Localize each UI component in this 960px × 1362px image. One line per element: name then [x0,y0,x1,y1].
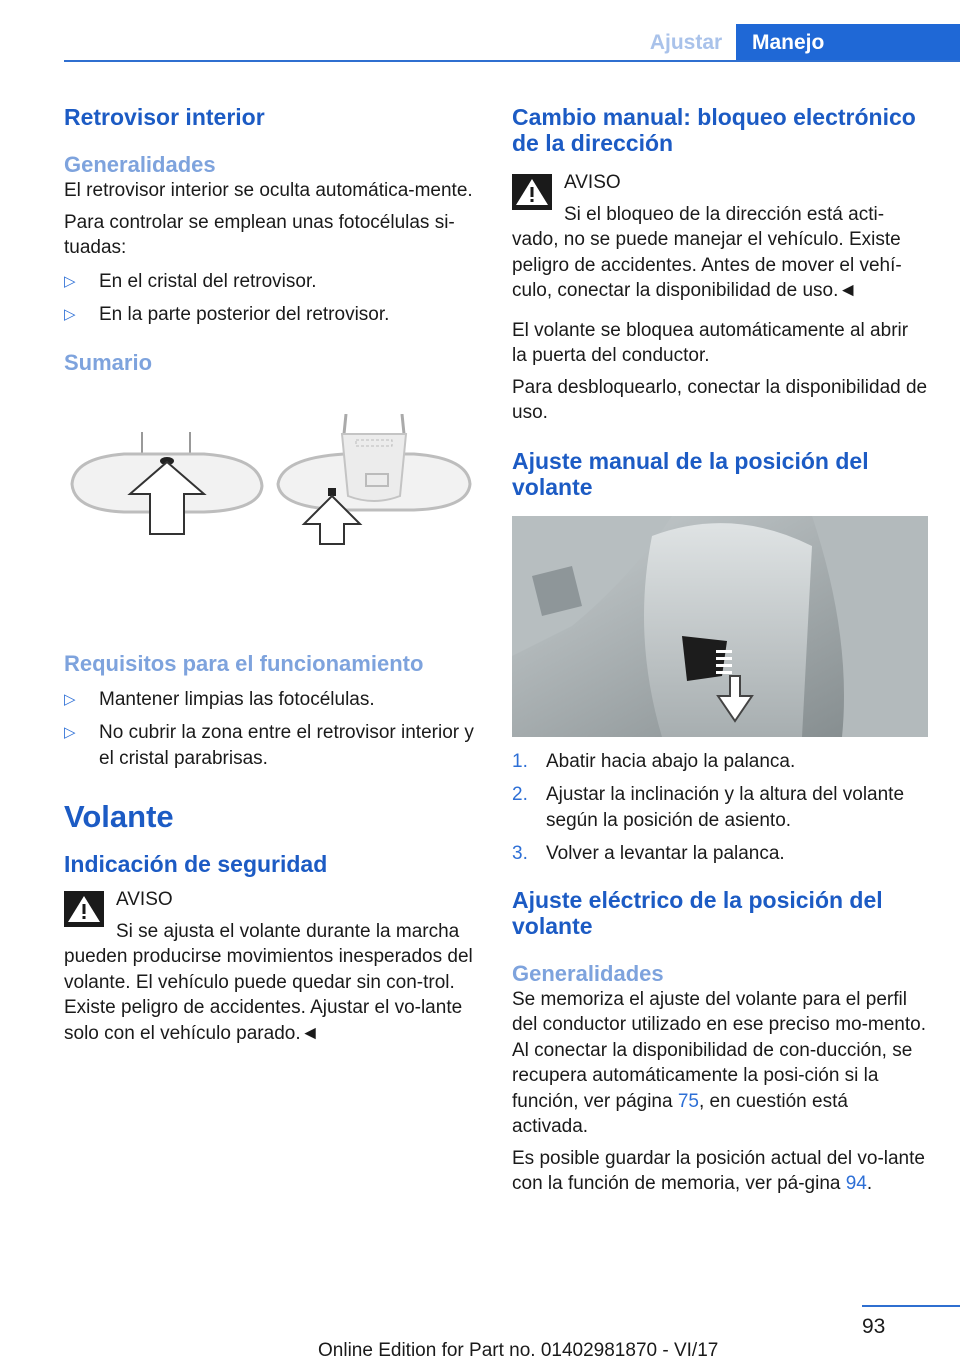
paragraph-mirror-auto: El retrovisor interior se oculta automática-mente. [64,180,473,201]
page-link-75[interactable]: 75 [677,1090,699,1112]
warning-label: AVISO [564,172,621,193]
paragraph-memory: Se memoriza el ajuste del volante para el perfil del conductor utilizado en ese preciso mo-mento. Al conectar la disponibilidad de con-ducción, se recupera automáticamente la posi-ción si la función, ver página 75, en cuestión está activada. [512,988,927,1137]
triangle-bullet-icon: ▷ [64,690,76,708]
heading-requisitos: Requisitos para el funcionamiento [64,650,424,676]
right-column [512,100,928,1197]
section-title-rearview-mirror: Retrovisor interior [64,104,265,130]
heading-generalidades: Generalidades [64,152,216,177]
photocell-list [64,269,476,328]
heading-electric-adjust: Ajuste eléctrico de la posición del volante [512,886,883,939]
triangle-bullet-icon: ▷ [64,272,76,290]
page-number: 93 [862,1315,886,1338]
manual-adjust-steps [512,749,928,867]
header-rule [64,60,960,62]
warning-box-volante [64,887,476,1046]
warning-icon [64,891,104,927]
warning-text: pueden producirse movimientos inesperados del volante. El vehículo puede quedar sin con-trol. Existe peligro de accidentes. Ajustar el vo-lante solo con el vehículo parado.◄ [64,946,473,1044]
tab-ajustar[interactable]: Ajustar [649,31,723,54]
warning-label: AVISO [116,889,173,910]
edition-note: Online Edition for Part no. 01402981870 - VI/17 [318,1340,719,1361]
warning-icon [512,174,552,210]
list-item: 3. Volver a levantar la palanca. [512,843,785,864]
list-item: ▷ Mantener limpias las fotocélulas. [64,687,476,713]
list-item: 2. Ajustar la inclinación y la altura del volante según la posición de asiento. [512,784,905,831]
page-link-94[interactable]: 94 [845,1173,867,1194]
warning-text-first-line: Si se ajusta el volante durante la marcha [116,920,460,942]
list-item: ▷ No cubrir la zona entre el retrovisor interior y el cristal parabrisas. [64,722,474,769]
section-title-steering-lock: Cambio manual: bloqueo electrónico de la dirección [512,104,916,156]
tab-manejo[interactable]: Manejo [736,24,960,62]
warning-text: vado, no se puede manejar el vehículo. Existe peligro de accidentes. Antes de mover el vehí-culo, conectar la disponibilidad de uso.◄ [512,229,902,301]
steering-column-illustration [512,516,928,737]
list-item: ▷ En la parte posterior del retrovisor. [64,302,476,328]
heading-volante: Volante [64,799,174,834]
paragraph-lock-auto: El volante se bloquea automáticamente al abrir la puerta del conductor. [512,319,909,366]
mirror-illustration [64,414,476,629]
warning-box-steering-lock [512,170,928,304]
list-item: ▷ En el cristal del retrovisor. [64,269,476,295]
heading-safety: Indicación de seguridad [64,851,328,877]
heading-manual-adjust: Ajuste manual de la posición del volante [512,447,869,500]
heading-sumario: Sumario [64,349,153,375]
paragraph-photocells: Para controlar se emplean unas fotocélulas si-tuadas: [64,211,455,258]
requirements-list [64,687,476,772]
list-item: 1. Abatir hacia abajo la palanca. [512,750,796,772]
footer-rule [862,1305,960,1307]
heading-generalidades-electric: Generalidades [512,960,664,986]
left-column [64,100,476,1046]
paragraph-save-position: Es posible guardar la posición actual del vo-lante con la función de memoria, ver pá-gina 94. [512,1147,925,1194]
warning-text-first-line: Si el bloqueo de la dirección está acti- [564,203,885,225]
paragraph-unlock: Para desbloquearlo, conectar la disponibilidad de uso. [512,376,928,423]
triangle-bullet-icon: ▷ [64,724,76,741]
triangle-bullet-icon: ▷ [64,306,76,323]
